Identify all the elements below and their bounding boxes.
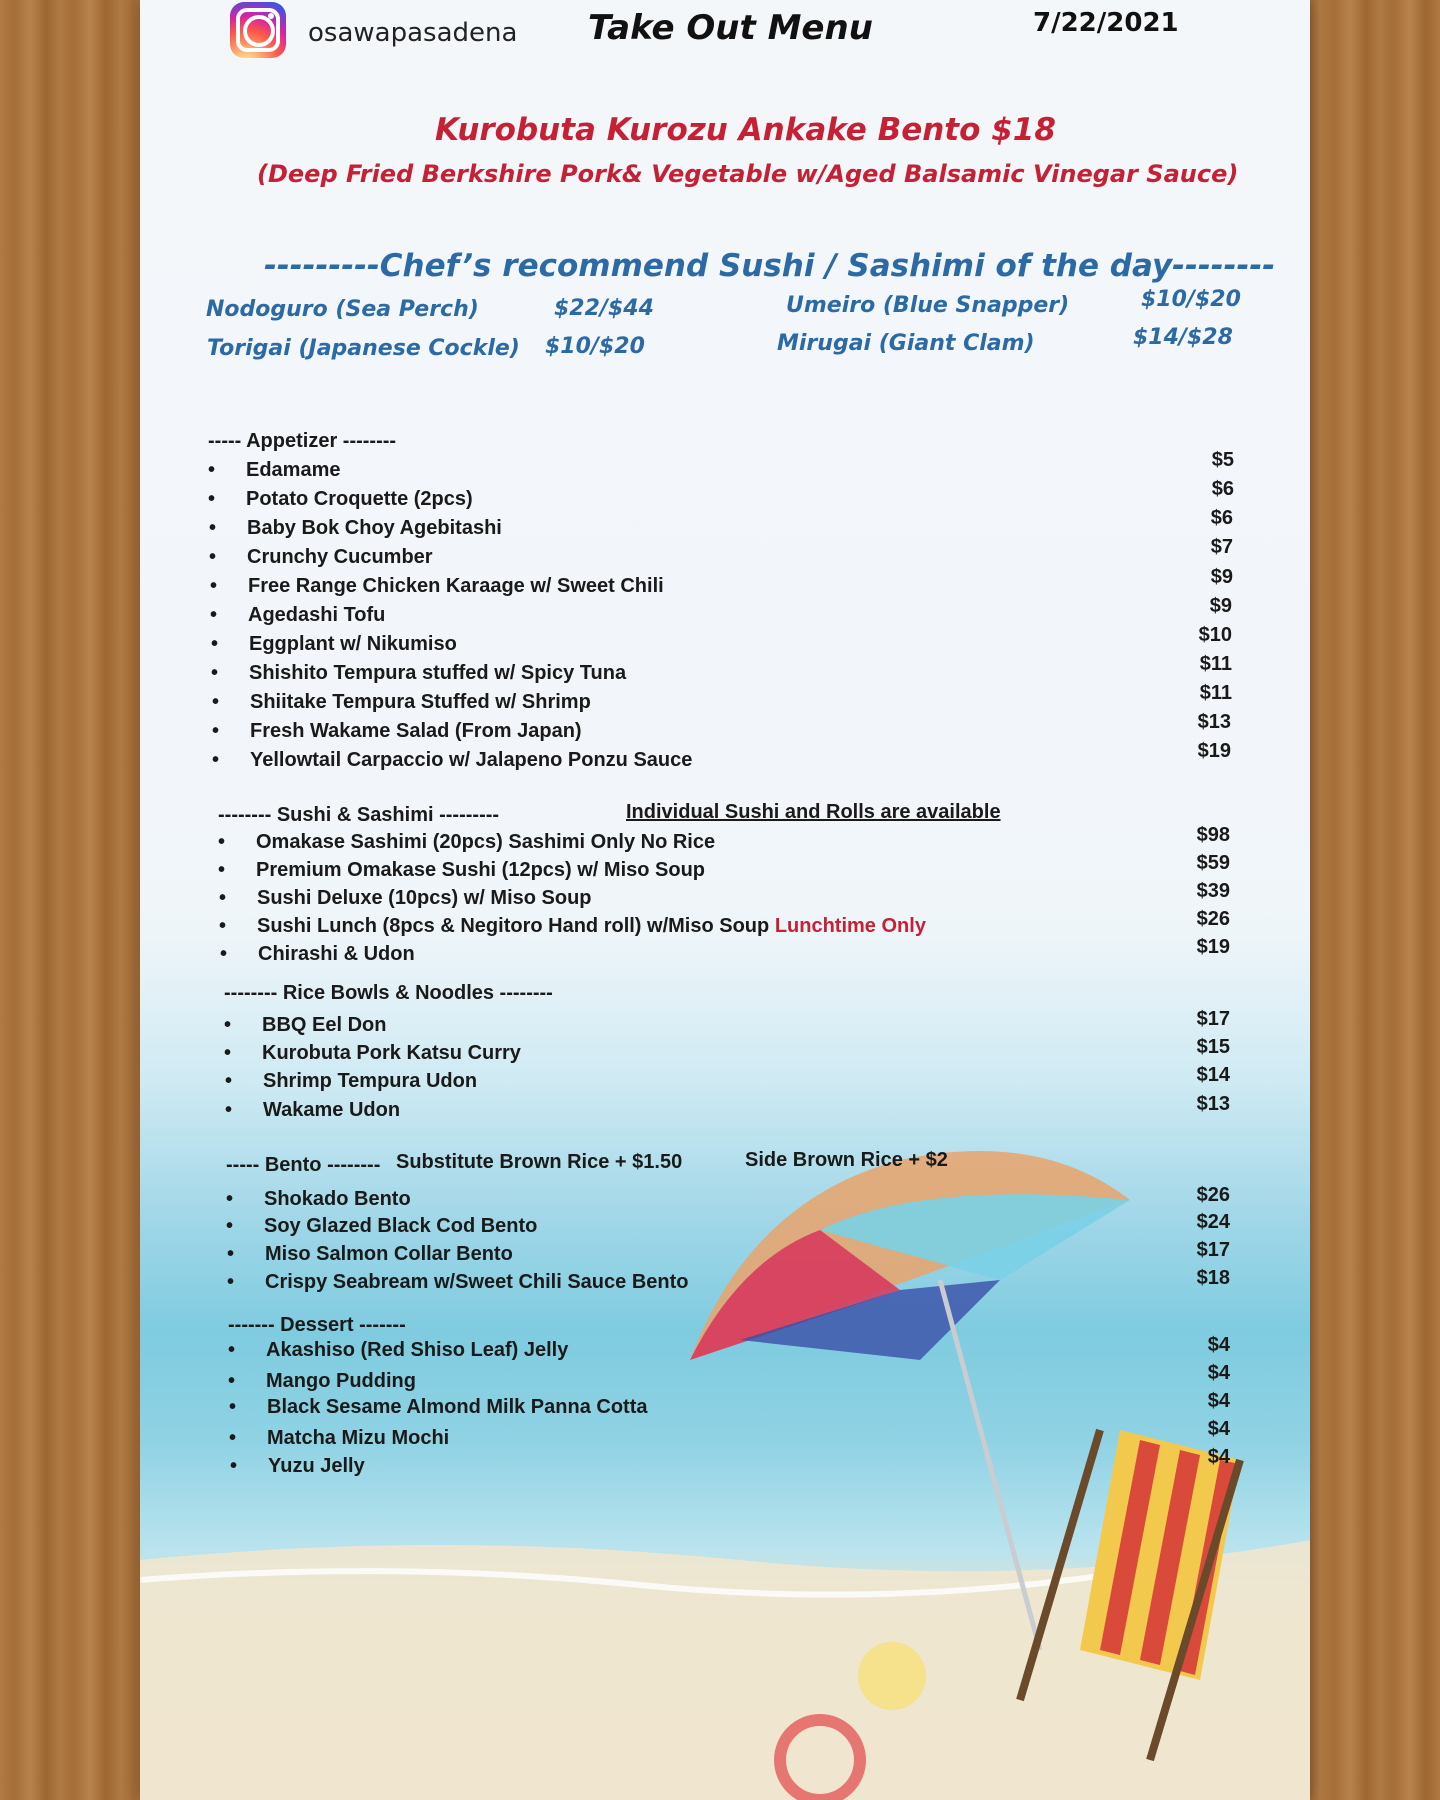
menu-item: • Shrimp Tempura Udon (225, 1070, 477, 1093)
menu-item-price: $6 (1210, 507, 1233, 529)
menu-item-price: $26 (1196, 908, 1230, 930)
menu-item: • Akashiso (Red Shiso Leaf) Jelly (228, 1339, 568, 1362)
menu-item: • Shokado Bento (226, 1188, 411, 1211)
menu-item: • Potato Croquette (2pcs) (208, 488, 473, 511)
menu-item-price: $7 (1210, 536, 1233, 558)
menu-item: • Crispy Seabream w/Sweet Chili Sauce Bento (227, 1271, 688, 1294)
section-heading-bento: ----- Bento -------- (226, 1154, 381, 1176)
special-title: Kurobuta Kurozu Ankake Bento $18 (435, 112, 1056, 148)
section-heading-appetizer: ----- Appetizer -------- (208, 430, 397, 452)
menu-item-price: $11 (1199, 682, 1232, 704)
menu-item: • Eggplant w/ Nikumiso (211, 633, 457, 656)
menu-item-price: $15 (1196, 1036, 1230, 1058)
menu-item: • Fresh Wakame Salad (From Japan) (212, 720, 582, 743)
menu-item-price: $9 (1209, 595, 1232, 617)
menu-item-price: $4 (1207, 1390, 1230, 1412)
chef-item-price: $10/$20 (1141, 287, 1241, 312)
menu-item: • Yuzu Jelly (230, 1455, 365, 1478)
menu-item: • Kurobuta Pork Katsu Curry (224, 1042, 521, 1065)
section-heading-dessert: ------- Dessert ------- (228, 1314, 406, 1336)
menu-item: • Crunchy Cucumber (209, 546, 433, 569)
menu-item-price: $4 (1207, 1446, 1230, 1468)
section-heading-sushi: -------- Sushi & Sashimi --------- (218, 804, 500, 826)
menu-item-price: $13 (1196, 1093, 1230, 1115)
menu-item: • Baby Bok Choy Agebitashi (209, 517, 502, 540)
menu-item-price: $4 (1207, 1334, 1230, 1356)
lunchtime-only-note: Lunchtime Only (774, 915, 926, 937)
menu-item-price: $11 (1199, 653, 1232, 675)
menu-item-price: $5 (1211, 449, 1234, 471)
menu-item-price: $24 (1196, 1211, 1230, 1233)
chef-item-price: $22/$44 (554, 296, 654, 321)
menu-title: Take Out Menu (588, 8, 873, 48)
instagram-handle: osawapasadena (308, 18, 518, 48)
menu-item-price: $59 (1196, 852, 1230, 874)
menu-item: • BBQ Eel Don (224, 1014, 386, 1037)
menu-item: • Wakame Udon (225, 1099, 400, 1122)
menu-item: • Black Sesame Almond Milk Panna Cotta (229, 1396, 647, 1419)
menu-item: • Omakase Sashimi (20pcs) Sashimi Only No Rice (218, 831, 715, 854)
chef-recommend-title: ---------Chef’s recommend Sushi / Sashimi of the day-------- (264, 248, 1276, 284)
menu-item: • Agedashi Tofu (210, 604, 385, 627)
menu-item-price: $4 (1207, 1418, 1230, 1440)
bento-note-substitute: Substitute Brown Rice + $1.50 (396, 1151, 683, 1173)
chef-item-name: Nodoguro (Sea Perch) (206, 297, 479, 322)
chef-item-name: Torigai (Japanese Cockle) (207, 336, 520, 361)
menu-item: • Matcha Mizu Mochi (229, 1427, 449, 1450)
menu-paper (140, 0, 1310, 1800)
menu-item: • Edamame (208, 459, 341, 482)
menu-item: • Miso Salmon Collar Bento (227, 1243, 513, 1266)
menu-item-price: $18 (1196, 1267, 1230, 1289)
menu-item-price: $17 (1196, 1008, 1230, 1030)
menu-item-price: $10 (1198, 624, 1232, 646)
menu-item-price: $26 (1196, 1184, 1230, 1206)
menu-item-price: $6 (1211, 478, 1234, 500)
menu-date: 7/22/2021 (1033, 8, 1179, 38)
menu-item-price: $98 (1196, 824, 1230, 846)
section-heading-rice-noodles: -------- Rice Bowls & Noodles -------- (224, 982, 553, 1004)
special-description: (Deep Fried Berkshire Pork& Vegetable w/Aged Balsamic Vinegar Sauce) (257, 160, 1239, 188)
menu-item: • Premium Omakase Sushi (12pcs) w/ Miso Soup (218, 859, 705, 882)
menu-item: • Chirashi & Udon (220, 943, 415, 966)
menu-item-price: $4 (1207, 1362, 1230, 1384)
menu-item-price: $39 (1196, 880, 1230, 902)
menu-item-price: $9 (1210, 566, 1233, 588)
menu-item: • Mango Pudding (228, 1370, 416, 1393)
bento-note-side: Side Brown Rice + $2 (745, 1149, 948, 1171)
chef-item-price: $14/$28 (1133, 325, 1233, 350)
menu-item-price: $13 (1197, 711, 1231, 733)
menu-item: • Soy Glazed Black Cod Bento (226, 1215, 537, 1238)
sushi-note: Individual Sushi and Rolls are available (626, 801, 1001, 823)
menu-item-price: $19 (1197, 740, 1231, 762)
menu-item: • Yellowtail Carpaccio w/ Jalapeno Ponzu Sauce (212, 749, 692, 772)
instagram-icon (230, 2, 286, 58)
chef-item-price: $10/$20 (545, 334, 645, 359)
menu-item: • Sushi Lunch (8pcs & Negitoro Hand roll) w/Miso Soup Lunchtime Only (219, 915, 926, 938)
menu-item-price: $14 (1196, 1064, 1230, 1086)
menu-item: • Free Range Chicken Karaage w/ Sweet Chili (210, 575, 664, 598)
menu-item: • Shishito Tempura stuffed w/ Spicy Tuna (211, 662, 626, 685)
menu-item: • Shiitake Tempura Stuffed w/ Shrimp (212, 691, 591, 714)
menu-item-price: $19 (1196, 936, 1230, 958)
menu-item-price: $17 (1196, 1239, 1230, 1261)
menu-item: • Sushi Deluxe (10pcs) w/ Miso Soup (219, 887, 592, 910)
chef-item-name: Mirugai (Giant Clam) (777, 331, 1035, 356)
chef-item-name: Umeiro (Blue Snapper) (786, 293, 1070, 318)
